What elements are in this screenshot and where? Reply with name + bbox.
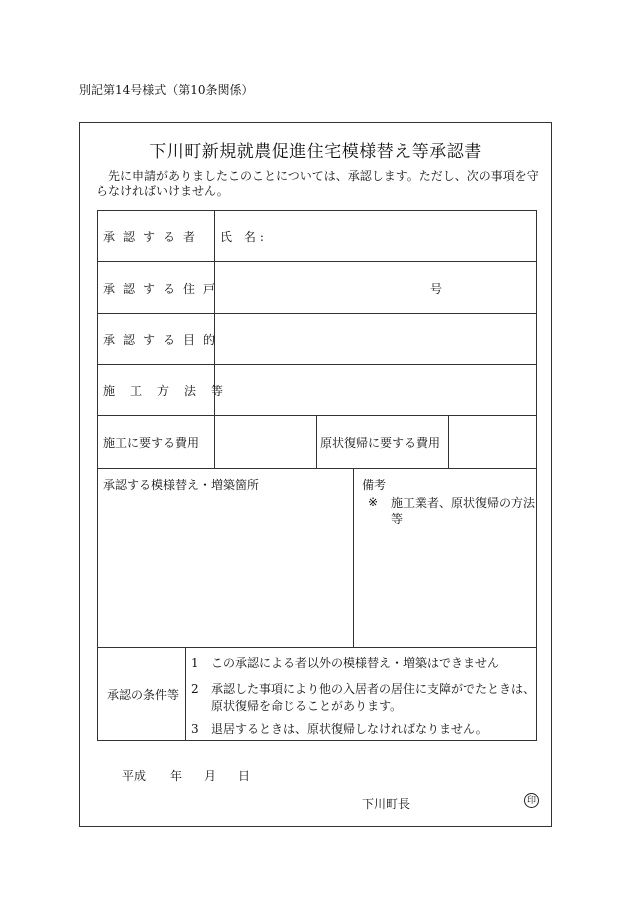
rule bbox=[97, 468, 537, 469]
location-label: 承認する模様替え・増築箇所 bbox=[103, 478, 260, 492]
date-year: 年 bbox=[170, 769, 183, 783]
date-day: 日 bbox=[238, 769, 251, 783]
conditions-label: 承認の条件等 bbox=[107, 688, 180, 702]
name-label: 氏 名: bbox=[220, 230, 268, 244]
condition-text: 承認した事項により他の入居者の居住に支障がでたときは、原状復帰を命じることがあります。 bbox=[211, 682, 536, 713]
rule bbox=[316, 415, 317, 468]
intro-text: 先に申請がありましたこのことについては、承認します。ただし、次の事項を守らなければいけません。 bbox=[96, 169, 539, 198]
condition-number: 1 bbox=[191, 656, 199, 670]
approved-house-label: 承認する住戸 bbox=[103, 282, 224, 296]
condition-number: 2 bbox=[191, 682, 199, 696]
house-number-suffix: 号 bbox=[430, 282, 443, 296]
method-label: 施工方法等 bbox=[103, 384, 239, 398]
rule bbox=[448, 415, 449, 468]
rule bbox=[97, 210, 98, 741]
date-month: 月 bbox=[204, 769, 217, 783]
approval-table bbox=[97, 210, 537, 741]
rule bbox=[97, 364, 537, 365]
document-frame bbox=[79, 122, 552, 827]
rule bbox=[185, 647, 186, 740]
purpose-label: 承認する目的 bbox=[103, 333, 224, 347]
document-title: 下川町新規就農促進住宅模様替え等承認書 bbox=[149, 142, 482, 162]
rule bbox=[353, 468, 354, 647]
restore-cost-label: 原状復帰に要する費用 bbox=[320, 436, 441, 450]
remarks-note: 施工業者、原状復帰の方法等 bbox=[391, 496, 536, 526]
rule bbox=[97, 415, 537, 416]
remarks-label: 備考 bbox=[362, 478, 387, 492]
approved-person-label: 承認する者 bbox=[103, 230, 204, 244]
condition-number: 3 bbox=[191, 722, 199, 736]
rule bbox=[97, 210, 537, 211]
remarks-note-mark: ※ bbox=[368, 495, 379, 509]
condition-text: この承認による者以外の模様替え・増築はできません bbox=[211, 656, 500, 670]
construction-cost-label: 施工に要する費用 bbox=[103, 436, 200, 450]
rule bbox=[97, 313, 537, 314]
date-era: 平成 bbox=[122, 769, 147, 783]
rule bbox=[97, 261, 537, 262]
seal-mark: 印 bbox=[524, 793, 539, 808]
rule bbox=[97, 647, 537, 648]
form-reference: 別記第14号様式（第10条関係） bbox=[79, 83, 254, 97]
condition-text: 退居するときは、原状復帰しなければなりません。 bbox=[211, 722, 488, 736]
issuer-title: 下川町長 bbox=[362, 797, 411, 811]
rule bbox=[97, 740, 537, 741]
